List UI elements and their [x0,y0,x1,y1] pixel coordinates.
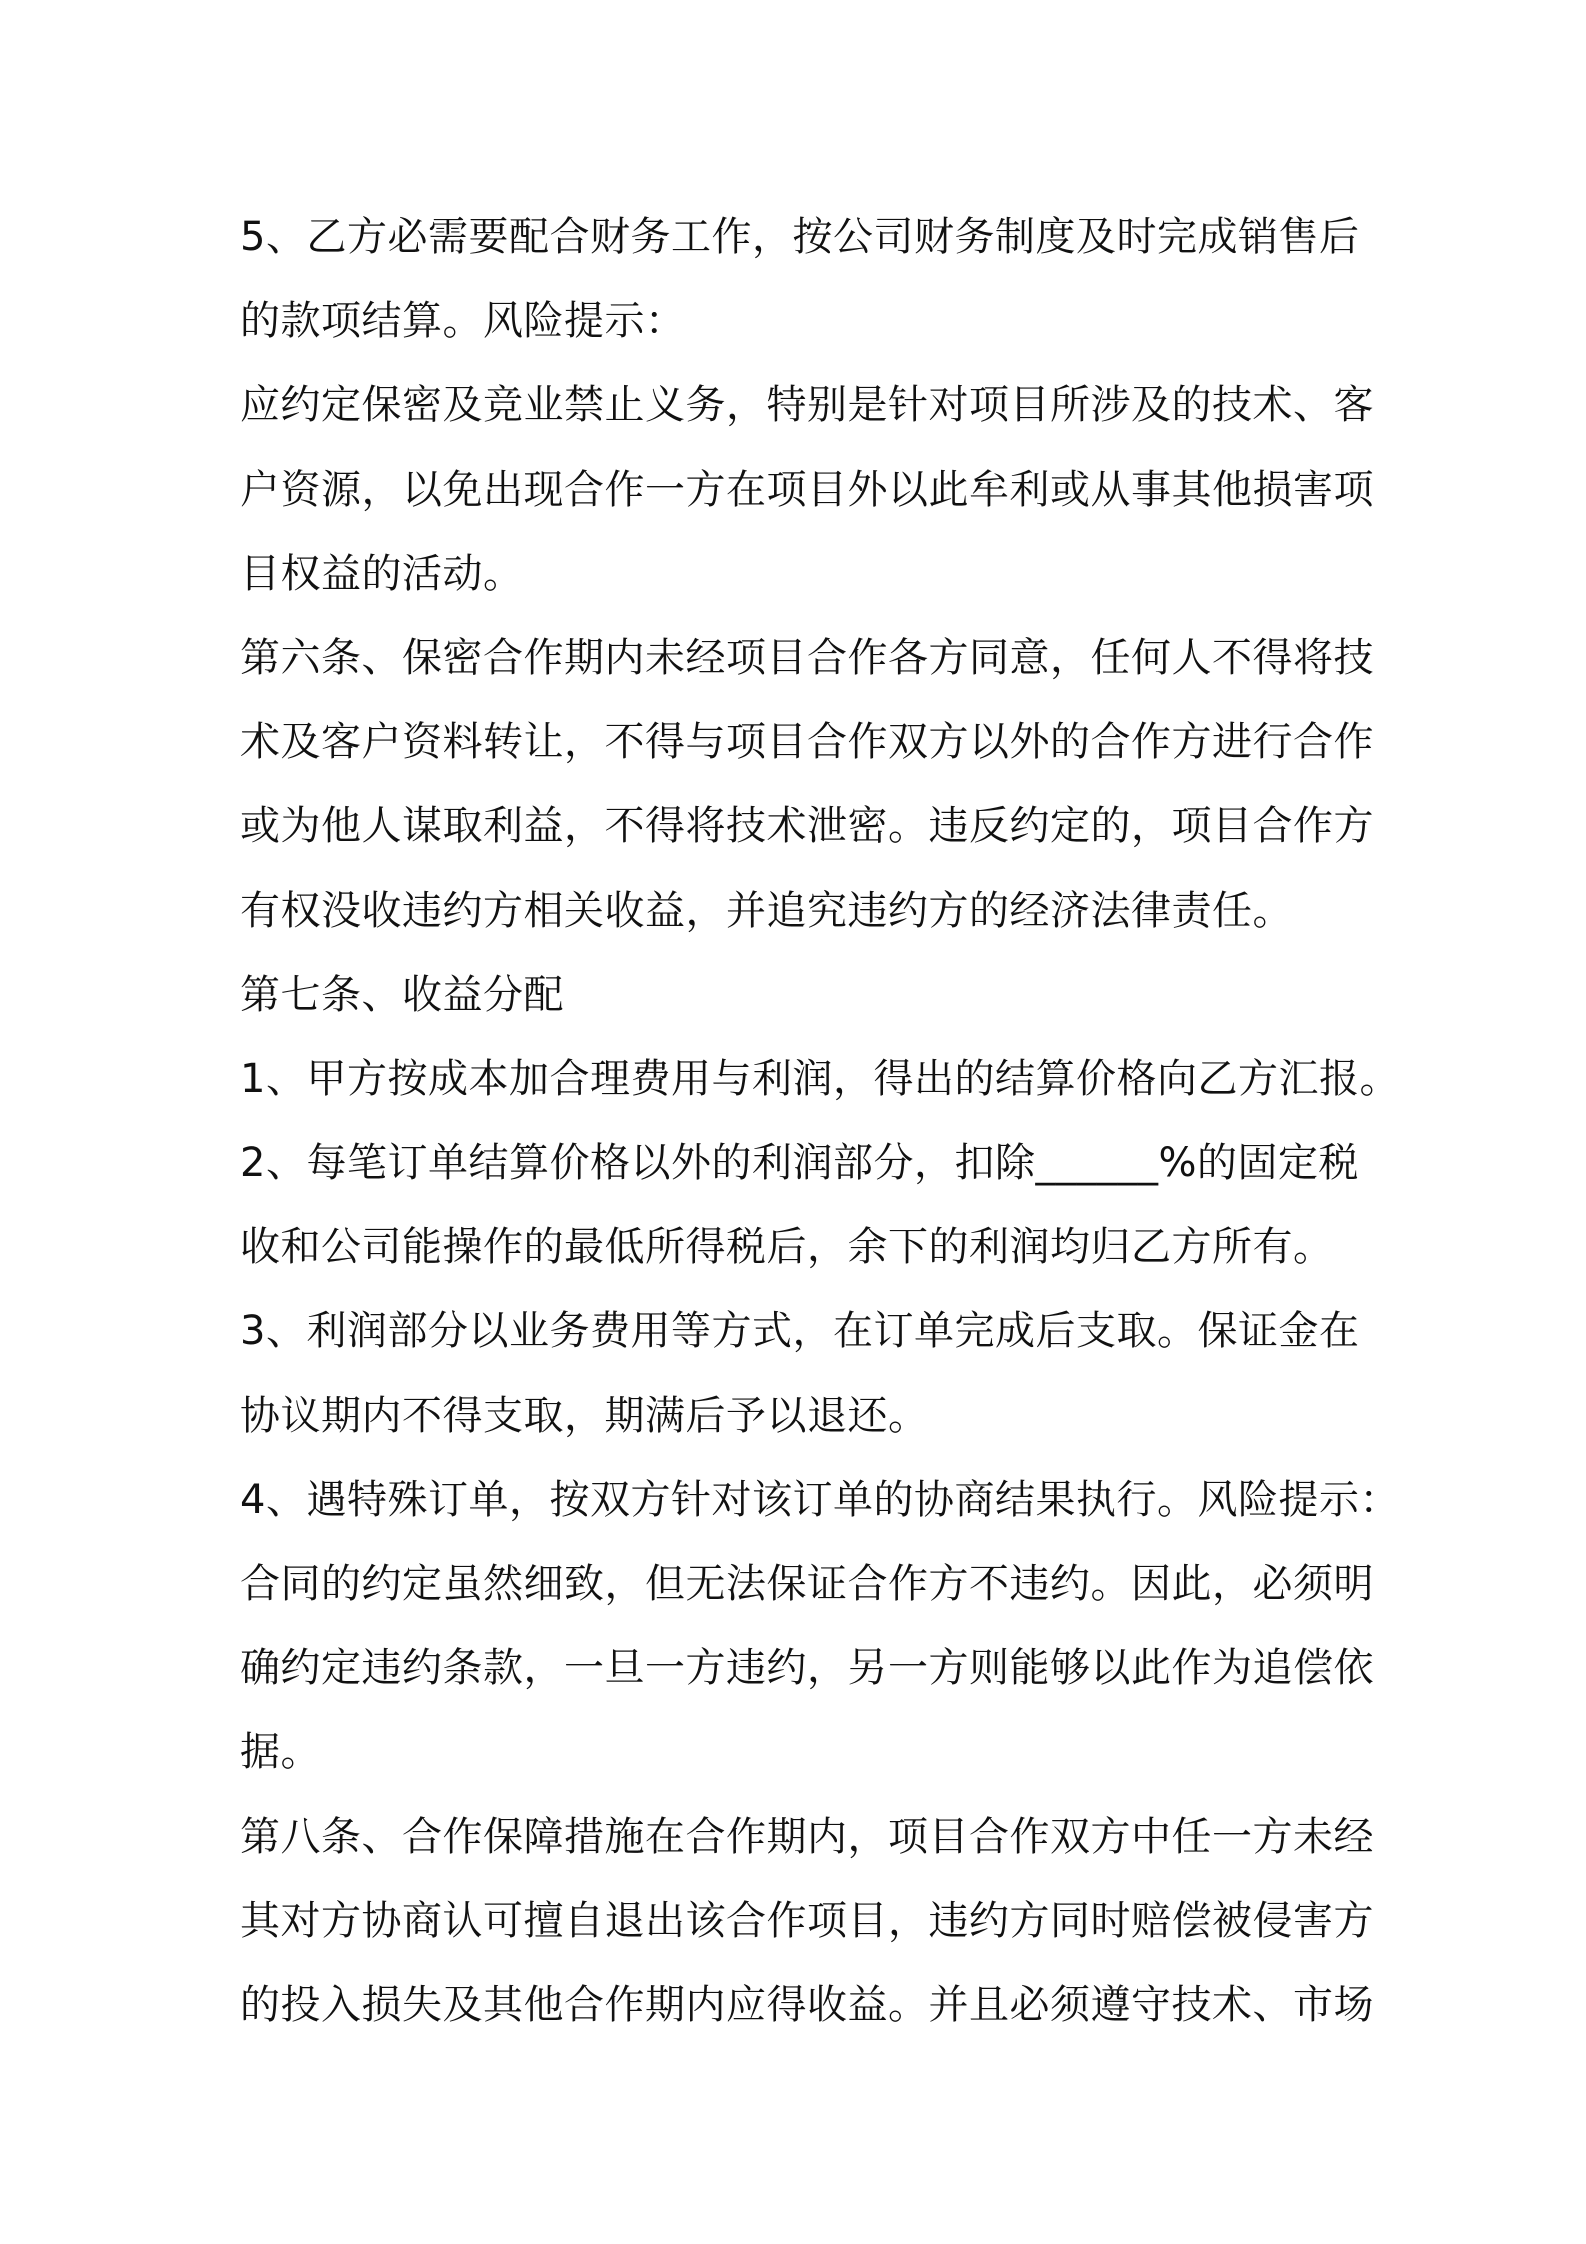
document-body [240,195,1400,2047]
text-line-5: 目权益的活动。 [240,550,524,597]
text-line-9: 有权没收违约方相关收益，并追究违约方的经济法律责任。 [240,887,1293,934]
text-line-11: 1、甲方按成本加合理费用与利润，得出的结算价格向乙方汇报。 [240,1055,1400,1102]
text-line-2: 的款项结算。风险提示： [240,298,686,345]
text-line-1: 5、乙方必需要配合财务工作，按公司财务制度及时完成销售后 [240,214,1360,260]
text-line-13: 收和公司能操作的最低所得税后，余下的利润均归乙方所有。 [240,1224,1334,1271]
text-line-7: 术及客户资料转让，不得与项目合作双方以外的合作方进行合作 [240,719,1374,766]
text-line-12: 2、每笔订单结算价格以外的利润部分，扣除______%的固定税 [240,1140,1359,1187]
text-line-6: 第六条、保密合作期内未经项目合作各方同意，任何人不得将技 [240,634,1374,681]
text-line-10: 第七条、收益分配 [240,971,564,1018]
text-line-14: 3、利润部分以业务费用等方式，在订单完成后支取。保证金在 [240,1308,1360,1355]
text-line-18: 确约定违约条款，一旦一方违约，另一方则能够以此作为追偿依 [240,1645,1374,1692]
text-line-21: 其对方协商认可擅自退出该合作项目，违约方同时赔偿被侵害方 [240,1897,1374,1944]
text-line-20: 第八条、合作保障措施在合作期内，项目合作双方中任一方未经 [240,1813,1374,1860]
text-line-19: 据。 [240,1729,321,1776]
text-line-3: 应约定保密及竞业禁止义务，特别是针对项目所涉及的技术、客 [240,382,1374,429]
text-line-17: 合同的约定虽然细致，但无法保证合作方不违约。因此，必须明 [240,1561,1374,1607]
text-line-16: 4、遇特殊订单，按双方针对该订单的协商结果执行。风险提示： [240,1476,1400,1523]
text-line-8: 或为他人谋取利益，不得将技术泄密。违反约定的，项目合作方 [240,803,1374,850]
text-line-22: 的投入损失及其他合作期内应得收益。并且必须遵守技术、市场 [240,1981,1374,2028]
text-line-4: 户资源，以免出现合作一方在项目外以此牟利或从事其他损害项 [240,466,1374,513]
text-line-15: 协议期内不得支取，期满后予以退还。 [240,1392,929,1439]
